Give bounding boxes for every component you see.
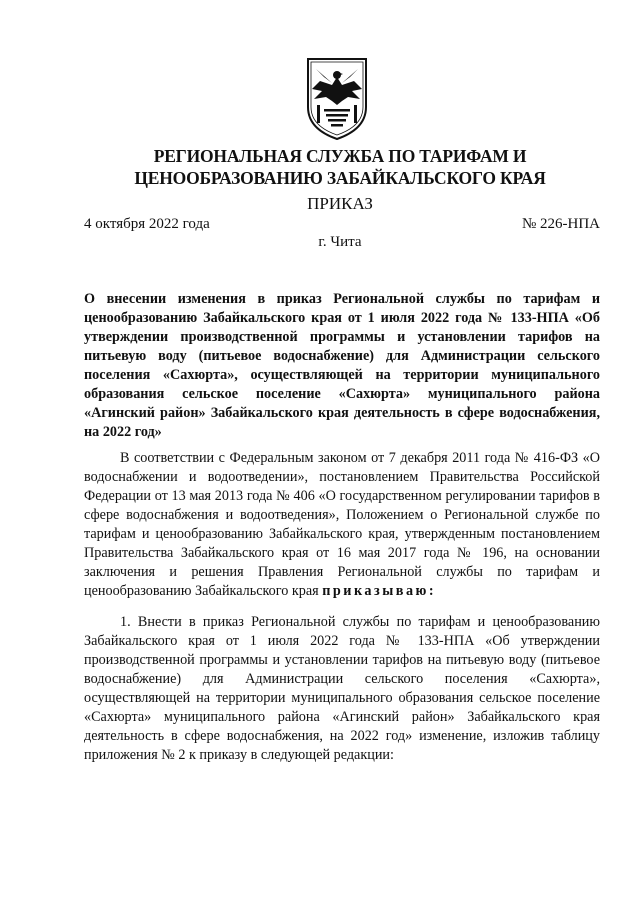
document-type: ПРИКАЗ <box>307 194 373 213</box>
organization-title <box>80 145 600 189</box>
coat-of-arms-icon <box>302 55 372 141</box>
preamble-paragraph <box>84 449 600 601</box>
document-number: № 226-НПА <box>521 216 600 232</box>
clause-1-paragraph: 1. Внести в приказ Региональной службы по тарифам и ценообразованию Забайкальского края от 1 июля 2022 года № 133-НПА «Об утверждении производственной программы и установлении тарифов на питьевую воду (питьевое водоснабжение) для Администрации сельского поселения «Сахюрта», осуществляющей на территории муниципального образования сельское поселение «Сахюрта» муниципального района «Агинский район» Забайкальского края деятельность в сфере водоснабжения, на 2022 год» изменение, изложив таблицу приложения № 2 к приказу в следующей редакции: <box>84 614 600 763</box>
order-keyword: приказываю: <box>322 583 437 599</box>
document-city: г. Чита <box>318 234 362 250</box>
organization-title-line1: РЕГИОНАЛЬНАЯ СЛУЖБА ПО ТАРИФАМ И <box>153 146 527 166</box>
preamble-text: В соответствии с Федеральным законом от 7 декабря 2011 года № 416-ФЗ «О водоснабжении и водоотведении», постановлением Правительства Российской Федерации от 13 мая 2013 года № 406 «О государственном регулировании тарифов в сфере водоснабжения и водоотведения», Положением о Региональной службе по тарифам и ценообразованию Забайкальского края, утвержденным постановлением Правительства Забайкальского края от 16 мая 2017 года № 196, на основании заключения и решения Правления Региональной службы по тарифам и ценообразованию Забайкальского края <box>84 450 600 599</box>
organization-title-line2: ЦЕНООБРАЗОВАНИЮ ЗАБАЙКАЛЬСКОГО КРАЯ <box>134 168 546 188</box>
document-subject: О внесении изменения в приказ Региональной службы по тарифам и ценообразованию Забайкальского края от 1 июля 2022 года № 133-НПА «Об утверждении производственной программы и установлении тарифов на питьевую воду (питьевое водоснабжение) для Администрации сельского поселения «Сахюрта», осуществляющей на территории муниципального образования сельское поселение «Сахюрта» муниципального района «Агинский район» Забайкальского края деятельность в сфере водоснабжения, на 2022 год» <box>84 291 600 440</box>
document-date: 4 октября 2022 года <box>84 216 210 232</box>
